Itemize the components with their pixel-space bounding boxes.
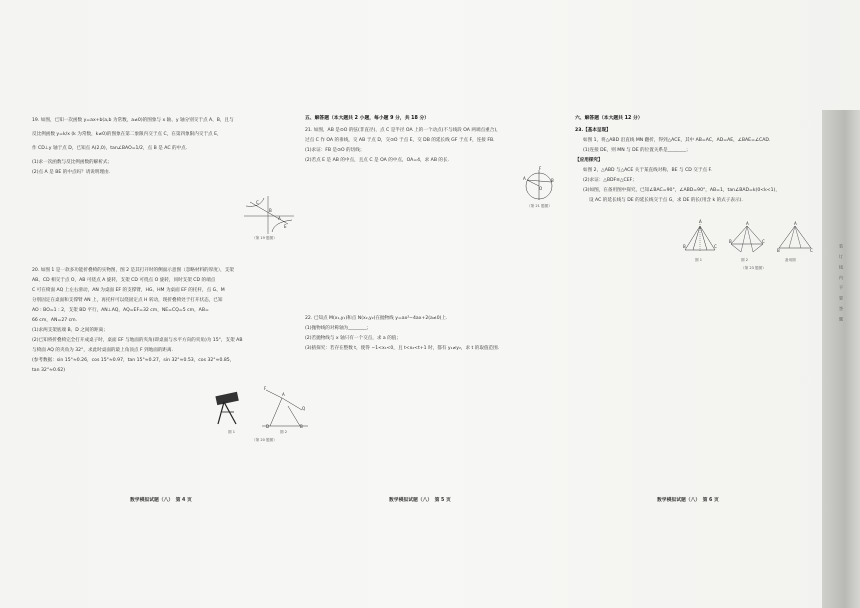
section-5-heading: 五、解答题（本大题共 2 小题，每小题 9 分，共 18 分） — [305, 116, 430, 121]
q20-line: (参考数据：sin 15°≈0.26，cos 15°≈0.97，tan 15°≈0.27，sin 32°≈0.53，cos 32°≈0.85， — [32, 358, 235, 363]
q23-figure-1 — [683, 220, 717, 254]
section-6-heading: 六、解答题（本大题共 12 分） — [575, 116, 643, 121]
q23-figure-1-label: 图 1 — [695, 258, 703, 262]
q22-line: 22. 已知点 M(x₁,y₁)和点 N(x₂,y₂)在抛物线 y=ax²−4ax+2(a≠0)上. — [305, 316, 448, 321]
q20-line: (1)求两支架底端 B、D 之间的距离； — [32, 328, 108, 333]
q21-line: (1)求证：FB 是⊙O 的切线； — [305, 148, 365, 153]
svg-text:B: B — [551, 178, 554, 183]
question-23 — [575, 126, 780, 206]
q19-figure — [244, 196, 294, 234]
q20-line: 与椅面 AQ 的夹角为 32°，求此时桌面的最上角顶点 F 到地面的距离. — [32, 348, 174, 353]
q21-figure-caption: （第 21 题图） — [527, 204, 552, 208]
svg-text:F: F — [539, 166, 542, 171]
q19-line: 19. 如图，已知一次函数 y=ax+b(a,b 为常数，a≠0)的图象与 x 轴、y 轴分别交于点 A、B，且与 — [32, 118, 234, 123]
q21-line: (2)若点 E 是 AB 的中点，且点 C 是 OA 的中点，OA=4，求 AB 的长. — [305, 158, 450, 163]
q20-line: (2)已知将折叠椅完全打开成桌子时，桌面 EF 与地面的夹角(即桌面与水平方向的夹角)为 15°，支架 AB — [32, 338, 243, 343]
q20-figure-1-label: 图 1 — [228, 430, 236, 434]
q23-figure-3-label: 备用图 — [785, 258, 796, 262]
q20-line: AB、CD 相交于点 O，AB 可绕点 A 旋转，支架 CD 可绕点 O 旋转，同时支架 CD 的端点 — [32, 278, 216, 283]
q22-line: (2)若抛物线与 x 轴只有一个交点，求 a 的值； — [305, 336, 401, 341]
q21-line: 21. 如图，AB 是⊙O 的弦(非直径)，点 C 是半径 OA 上的一个动点(不与线段 OA 两端点重合)， — [305, 128, 501, 133]
svg-text:B: B — [777, 248, 780, 253]
q23-line: (3)如图，在备用图中探究，已知∠BAC=90°，∠ABD=90°，AB=1，tan∠BAD=k(0<k<1)， — [583, 188, 780, 193]
q23-figure-caption: （第 23 题图） — [741, 266, 766, 270]
question-19 — [32, 116, 234, 178]
q22-line: (3)猜探究：若存在整数 t，使得 −1<x₁<0，且 t<x₂<t+1 时，都有 y₁≠y₂，求 t 的取值范围. — [305, 346, 500, 351]
q23-line: 【应用探究】 — [575, 158, 603, 163]
question-21 — [305, 126, 501, 166]
q23-figure-2 — [729, 222, 765, 254]
page-6-column — [575, 0, 820, 608]
footer-page-4: 数学模拟试题（八） 第 4 页 — [130, 498, 192, 503]
svg-text:A: A — [699, 219, 702, 224]
q19-line: 反比例函数 y=k/x (k 为常数，k≠0)的图象在第二象限内交于点 C，在第四象限内交于点 E， — [32, 132, 222, 137]
svg-text:A: A — [746, 221, 749, 226]
q23-line: (1)连接 DE，则 MN 与 DE 的位置关系是________； — [583, 148, 691, 153]
question-20 — [32, 266, 242, 376]
q23-line: 如图 1，将△ABD 沿直线 MN 翻折，得到△ACE，其中 AB=AC，AD=AE，∠BAE=∠CAD. — [583, 138, 771, 143]
q23-line: (2)求证：△BDF≌△CEF； — [583, 178, 637, 183]
q20-figure-2-label: 图 2 — [280, 430, 288, 434]
q23-line: 设 AC 的延长线与 DE 的延长线交于点 G，求 DE 的长(用含 k 的式子表示). — [589, 198, 743, 203]
svg-text:C: C — [762, 239, 765, 244]
svg-text:B: B — [300, 424, 303, 429]
q20-line: 20. 如图 1 是一款多功能折叠椅的实物图，图 2 是其打开时的侧面示意图（忽略材料的厚度），支架 — [32, 268, 234, 273]
q20-line: C 可在椅面 AQ 上左右滑动，AN 为桌面 EF 的支撑臂，HG、HM 为桌面 EF 的托杆，点 G、M — [32, 288, 225, 293]
q21-line: 过点 C 作 OA 的垂线，交 AB 于点 D，交⊙O 于点 E，交 DB 的延长线 GF 于点 F，连接 FB. — [305, 138, 495, 143]
svg-text:C: C — [256, 200, 259, 205]
svg-text:B: B — [269, 208, 272, 213]
svg-text:A: A — [523, 176, 526, 181]
page-5-column — [305, 0, 565, 608]
q20-line: tan 32°≈0.62) — [32, 368, 65, 373]
svg-text:C: C — [714, 244, 717, 249]
question-22 — [305, 314, 499, 354]
q19-line: (2)点 A 是 BE 的中点吗？请说明理由. — [32, 170, 111, 175]
q20-figure-caption: （第 20 题图） — [252, 438, 277, 442]
svg-text:B: B — [729, 239, 732, 244]
q23-line: 如图 2，△ABD 与△ACE 关于某直线对称，BE 与 CD 交于点 F. — [583, 168, 712, 173]
binding-edge — [822, 110, 860, 608]
q20-line: 分别固定在桌面和支撑臂 AN 上，再托杆可以绕固定点 H 转动，现折叠椅处于打开状态，已知 — [32, 298, 223, 303]
q20-figure-2 — [262, 386, 308, 428]
q19-line: (1)求一次函数与反比例函数的解析式； — [32, 160, 113, 165]
q23-figure-2-label: 图 2 — [741, 258, 749, 262]
q23-line: 23.【基本呈现】 — [575, 128, 611, 133]
svg-text:O: O — [539, 186, 543, 191]
footer-page-6: 数学模拟试题（八） 第 6 页 — [657, 498, 719, 503]
binding-edge-text: 装 订 线 内 不 要 答 题 — [839, 244, 844, 322]
q21-figure — [519, 168, 559, 202]
svg-text:A: A — [794, 221, 797, 226]
q20-line: 66 cm，AN=27 cm. — [32, 318, 78, 323]
svg-text:B: B — [683, 244, 686, 249]
svg-text:D: D — [266, 424, 270, 429]
q19-figure-caption: （第 19 题图） — [252, 236, 277, 240]
svg-text:Q: Q — [302, 406, 306, 411]
page-4-column — [32, 0, 306, 608]
svg-text:A: A — [282, 392, 285, 397]
svg-text:A: A — [278, 216, 281, 221]
q20-figure-1 — [212, 388, 252, 428]
svg-text:E: E — [284, 224, 287, 229]
svg-text:C: C — [810, 248, 813, 253]
q22-line: (1)抛物线的对称轴为________； — [305, 326, 372, 331]
q20-line: AO : BO=1 : 2，支架 BD 平行，AN⊥AQ，AQ=EF=32 cm，NE=CQ=5 cm，AB= — [32, 308, 209, 313]
q23-figure-3 — [777, 222, 813, 254]
svg-text:F: F — [264, 386, 267, 391]
footer-page-5: 数学模拟试题（八） 第 5 页 — [389, 498, 451, 503]
q19-line: 作 CD⊥y 轴于点 D，已知点 A(2,0)，tan∠BAO=1/2，点 B 是 AC 的中点. — [32, 146, 188, 151]
